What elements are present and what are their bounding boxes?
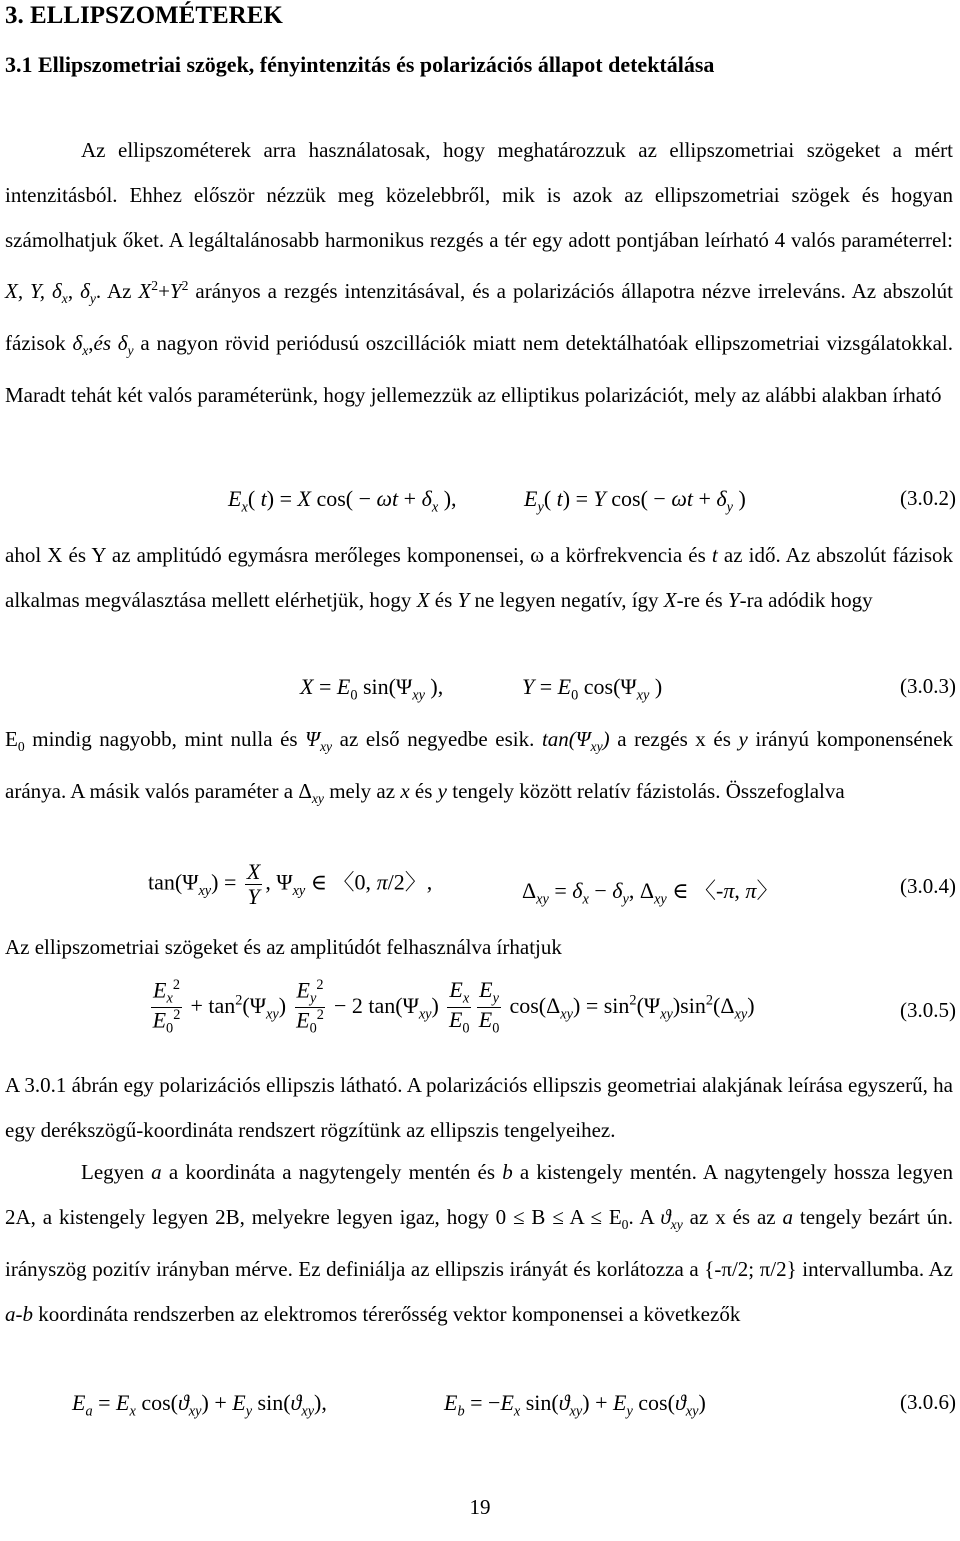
- section-title: 3. ELLIPSZOMÉTEREK: [5, 2, 283, 29]
- equation-3-0-4: $\tan(\Psi_{xy})$ = $\frac{X}{Y}$ , $\Psi_{xy}$ ∈ 〈0, π/2〉, $\Delta_{xy} = \delta_x - \delta_y$, $\Delta_{xy}$ ∈ 〈-π, π〉 (3.0.4): [148, 859, 956, 910]
- equation-3-0-6: $E_a = E_x$ $\cos(ϑ_{xy}) + E_y$ $\sin(ϑ_{xy})$, $E_b = -E_x$ $\sin(ϑ_{xy}) + E_y$ $\cos(ϑ_{xy})$ (3.0.6): [72, 1390, 956, 1420]
- equation-3-0-3: $X = E_0$ $\sin(\Psi_{xy}$ ), $Y = E_0$ $\cos(\Psi_{xy}$ ) (3.0.3): [300, 674, 956, 704]
- equation-3-0-2: $E_x$( t) = X $\cos( - \omega t + \delta_x$ ), $E_y$( t) = Y $\cos( - \omega t + \delta_y$ ) (3.0.2): [228, 486, 956, 516]
- paragraph-amplitudes: ahol X és Y az amplitúdó egymásra merőleges komponensei, ω a körfrekvencia és t az idő. Az abszolút fázisok alkalmas megválasztása mellett elérhetjük, hogy X és Y ne legyen negatív, így X-re és Y-ra adódik hogy: [5, 543, 954, 612]
- equation-number: (3.0.3): [900, 674, 956, 698]
- paragraph-coordinates: Legyen a a koordináta a nagytengely mentén és b a kistengely mentén. A nagytengely hossza legyen 2A, a kistengely legyen 2B, melyekre legyen igaz, hogy $0 \le B \le A \le E_0$. A $ϑ_{xy}$ az x és az a tengely bezárt ún. irányszög pozitív irányban mérve. Ez definiálja az ellipszis irányát és korlátozza a {-π/2; π/2} intervallumba. Az a-b koordináta rendszerben az elektromos térerősség vektor komponensei a következők: [5, 1160, 954, 1327]
- equation-number: (3.0.2): [900, 486, 956, 510]
- paragraph-psi-delta: $E_0$ mindig nagyobb, mint nulla és $\Psi_{xy}$ az első negyedbe esik. $\tan(\Psi_{xy})$ a rezgés x és y irányú komponensének aránya. A másik valós paraméter a $\Delta_{xy}$ mely az x és y tengely között relatív fázistolás. Összefoglalva: [5, 727, 954, 807]
- equation-number: (3.0.5): [900, 998, 956, 1022]
- paragraph-ellipse: A 3.0.1 ábrán egy polarizációs ellipszis látható. A polarizációs ellipszis geometriai alakjának leírása egyszerű, ha egy derékszögű-koordináta rendszert rögzítünk az ellipszis tengelyeihez.: [5, 1073, 953, 1142]
- equation-3-0-5: $\frac{E_x^2}{E_0^2}$ + $\tan^2(\Psi_{xy})$ $\frac{E_y^2}{E_0^2}$ − 2 $\tan(\Psi_{xy})$ $\frac{E_x}{E_0}$ $\frac{E_y}{E_0}$ $\cos(\Delta_{xy}) = \sin^2(\Psi_{xy})\sin^2(\Delta_{xy})$ (3.0.5): [152, 977, 956, 1038]
- equation-number: (3.0.6): [900, 1390, 956, 1414]
- equation-number: (3.0.4): [900, 874, 956, 898]
- page-number: 19: [469, 1495, 491, 1519]
- subsection-title: 3.1 Ellipszometriai szögek, fényintenzitás és polarizációs állapot detektálása: [5, 52, 715, 77]
- paragraph-intro: Az ellipszométerek arra használatosak, hogy meghatározzuk az ellipszometriai szögeket a mért intenzitásból. Ehhez először nézzük meg közelebbről, mik is azok az ellipszometriai szögek és hogyan számolhatjuk őket. A legáltalánosabb harmonikus rezgés a tér egy adott pontjában leírható 4 valós paraméterrel: X, Y, $\delta_x$, $\delta_y$. Az $X^2+Y^2$ arányos a rezgés intenzitásával, és a polarizációs állapotra nézve irreleváns. Az abszolút fázisok $\delta_x,és$ $\delta_y$ a nagyon rövid periódusú oszcillációk miatt nem detektálhatóak ellipszometriai vizsgálatokkal. Maradt tehát két valós paraméterünk, hogy jellemezzük az elliptikus polarizációt, mely az alábbi alakban írható: [5, 138, 954, 408]
- paragraph-ellipsometric: Az ellipszometriai szögeket és az amplitúdót felhasználva írhatjuk: [5, 935, 562, 959]
